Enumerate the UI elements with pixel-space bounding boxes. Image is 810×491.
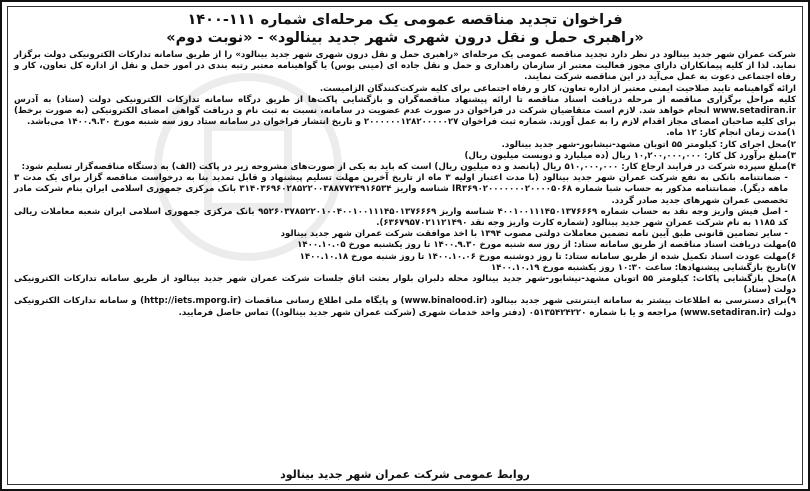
more-info-text-a: ۹)برای دسترسی به اطلاعات بیشتر به سامانه اینترنتی شهر جدید بینالود [490, 296, 796, 307]
more-info-text-c: و سامانه تدارکات الکترونیکی دولت [14, 296, 796, 318]
procedure-text-a: کلیه مراحل برگزاری مناقصه از مرحله دریافت اسناد مناقصه تا ارائه پیشنهاد مناقصه‌گران و بازگشایی پاکت‌ها از طریق درگاه سامانه تدارکات الکترونیکی دولت (ستاد) به آدرس [14, 94, 796, 105]
item-document-deadline: ۵)مهلت دریافت اسناد مناقصه از طریق سامانه ستاد: از روز سه شنبه مورخ ۱۴۰۰.۹.۳۰ تا روز یکشنبه مورخ ۱۴۰۰.۱۰.۰۵ [297, 240, 796, 251]
iets-link[interactable]: (http://iets.mporg.ir) [140, 296, 242, 307]
notice-subtitle: «راهبری حمل و نقل درون شهری شهر جدید بینالود» - «نوبت دوم» [166, 30, 644, 46]
item-opening-place: ۸)محل بازگشایی پاکات: کیلومتر ۵۵ اتوبان مشهد-نیشابور-شهر جدید بینالود محله دلبران بلوار بعثت اتاق جلسات شرکت عمران شهر جدید بینالود از طریق سامانه تدارکات الکترونیکی دولت (ستاد) [14, 274, 796, 296]
public-relations-signature: روابط عمومی شرکت عمران شهر جدید بینالود [280, 468, 530, 481]
notice-title: فراخوان تجدید مناقصه عمومی یک مرحله‌ای شماره ۱۱۱-۱۴۰۰ [187, 12, 623, 28]
deposit-option-cash: - اصل فیش واریز وجه نقد به حساب شماره ۴۰۰۱۰۰۱۱۱۴۵۰۱۳۷۶۶۶۹ شناسه واریز ۹۵۲۶۰۳۷۸۵۲۲۰۱۰۰۴۰۰۱۰۰۱۱۱۴۵۰۱۳۷۶۶۶۹ بانک مرکزی جمهوری اسلامی ایران شعبه معاملات ریالی کد ۱۱۸۵ به نام شرکت عمران شهر جدید بینالود (شماره کارت واریز وجه نقد ۶۳۶۷۹۵۷۰۲۱۱۲۱۴۹۰). [14, 206, 789, 229]
procedure-paragraph [14, 95, 796, 129]
item-duration: ۱)مدت زمان انجام کار: ۱۲ ماه. [666, 128, 796, 139]
more-info-text-d: مراجعه و یا با شماره ۰۵۱۳۵۴۲۴۲۲۰ (دفتر واحد خدمات شهری (شرکت عمران شهر جدید بینالود)) تماس حاصل فرمایید. [178, 307, 677, 318]
safety-requirement: ارائه گواهینامه تایید صلاحیت ایمنی معتبر از اداره تعاون، کار و رفاه اجتماعی برای کلیه شرکت‌کنندگان الزامیست. [319, 83, 796, 94]
binalood-link[interactable]: (www.binalood.ir) [400, 296, 488, 307]
item-deposit: ۴)مبلغ سپرده شرکت در فرایند ارجاع کار: ۵۱۰,۰۰۰,۰۰۰ ریال (پانصد و ده میلیون ریال) است که باید به یکی از صورت‌های مشروحه زیر در پاکت (الف) به دستگاه مناقصه‌گزار تسلیم شود: [21, 162, 796, 173]
intro-paragraph: شرکت عمران شهر جدید بینالود در نظر دارد تجدید مناقصه عمومی یک مرحله‌ای «راهبری حمل و نقل درون شهری شهر جدید بینالود» را از طریق سامانه تدارکات الکترونیکی دولت برگزار نماید. لذا از کلیه پیمانکاران دارای مجوز فعالیت معتبر از سازمان راهداری و حمل و نقل جاده ای (مینی بوس) یا گواهینامه معتبر رتبه بندی در امور حمل و نقل از اداره کل تعاون، کار و رفاه اجتماعی دعوت به عمل می‌آید در این مناقصه شرکت نمایند. [14, 50, 796, 83]
item-opening-date: ۷)تاریخ بازگشایی پیشنهادها: ساعت ۱۰:۳۰ روز یکشنبه مورخ ۱۴۰۰.۱۰.۱۹ [490, 262, 796, 273]
item-more-info [14, 296, 796, 318]
notice-body [8, 50, 802, 319]
item-estimate: ۳)مبلغ برآورد کل کار: ۱۰,۲۰۰,۰۰۰,۰۰۰ ریال (ده میلیارد و دویست میلیون ریال) [464, 150, 796, 161]
deposit-option-guarantee: - ضمانتنامه بانکی به نفع شرکت عمران شهر جدید بینالود (با مدت اعتبار اولیه ۳ ماه از تاریخ آخرین مهلت تسلیم پیشنهاد و قابل تمدید بنا به درخواست مناقصه گزار برای یک مدت ۳ ماهه دیگر). ضمانتنامه مذکور به حساب شبا شماره IR۳۶۹۰۲۰۰۰۰۰۰۰۲۰۰۰۰۵۰۶۸ شناسه واریز ۳۱۴۰۳۶۹۶۰۲۸۵۲۲۰۰۳۸۸۷۷۲۴۹۱۶۵۳۴ بانک مرکزی جمهوری اسلامی ایران بنام شرکت مادر تخصصی عمران شهرهای جدید صادر گردد. [14, 173, 789, 206]
notice-frame [7, 6, 803, 485]
procedure-text-b: انجام خواهد شد. لازم است متقاضیان شرکت در فراخوان در صورت عدم عضویت در سامانه، نسبت به ثبت نام و دریافت گواهی امضای الکترونیکی (به صورت برخط) برای کلیه صاحبان امضای مجاز اقدام لازم را به عمل آورند. شماره ثبت فراخوان ۲۰۰۰۰۰۰۱۲۸۲۰۰۰۰۰۲۷ و تاریخ انتشار فراخوان در سامانه ستاد روز سه شنبه مورخ ۱۴۰۰.۹.۳۰ می‌باشد. [14, 106, 796, 128]
setad-link[interactable]: www.setadiran.ir [712, 106, 796, 117]
more-info-text-b: و پایگاه ملی اطلاع رسانی مناقصات [244, 296, 398, 307]
item-location: ۲)محل اجرای کار: کیلومتر ۵۵ اتوبان مشهد-نیشابور-شهر جدید بینالود. [501, 139, 796, 150]
item-return-deadline: ۶)مهلت عودت اسناد تکمیل شده از طریق سامانه ستاد: تا روز دوشنبه مورخ ۱۴۰۰.۱۰.۰۶ تا روز شنبه مورخ ۱۴۰۰.۱۰.۱۸ [299, 251, 796, 262]
deposit-option-other: - سایر تضامین قانونی طبق آیین نامه تضمین معاملات دولتی مصوب ۱۳۹۴ با اخذ موافقت شرکت عمران شهر جدید بینالود [280, 229, 788, 240]
setad-link-2[interactable]: (www.setadiran.ir) [679, 307, 771, 318]
